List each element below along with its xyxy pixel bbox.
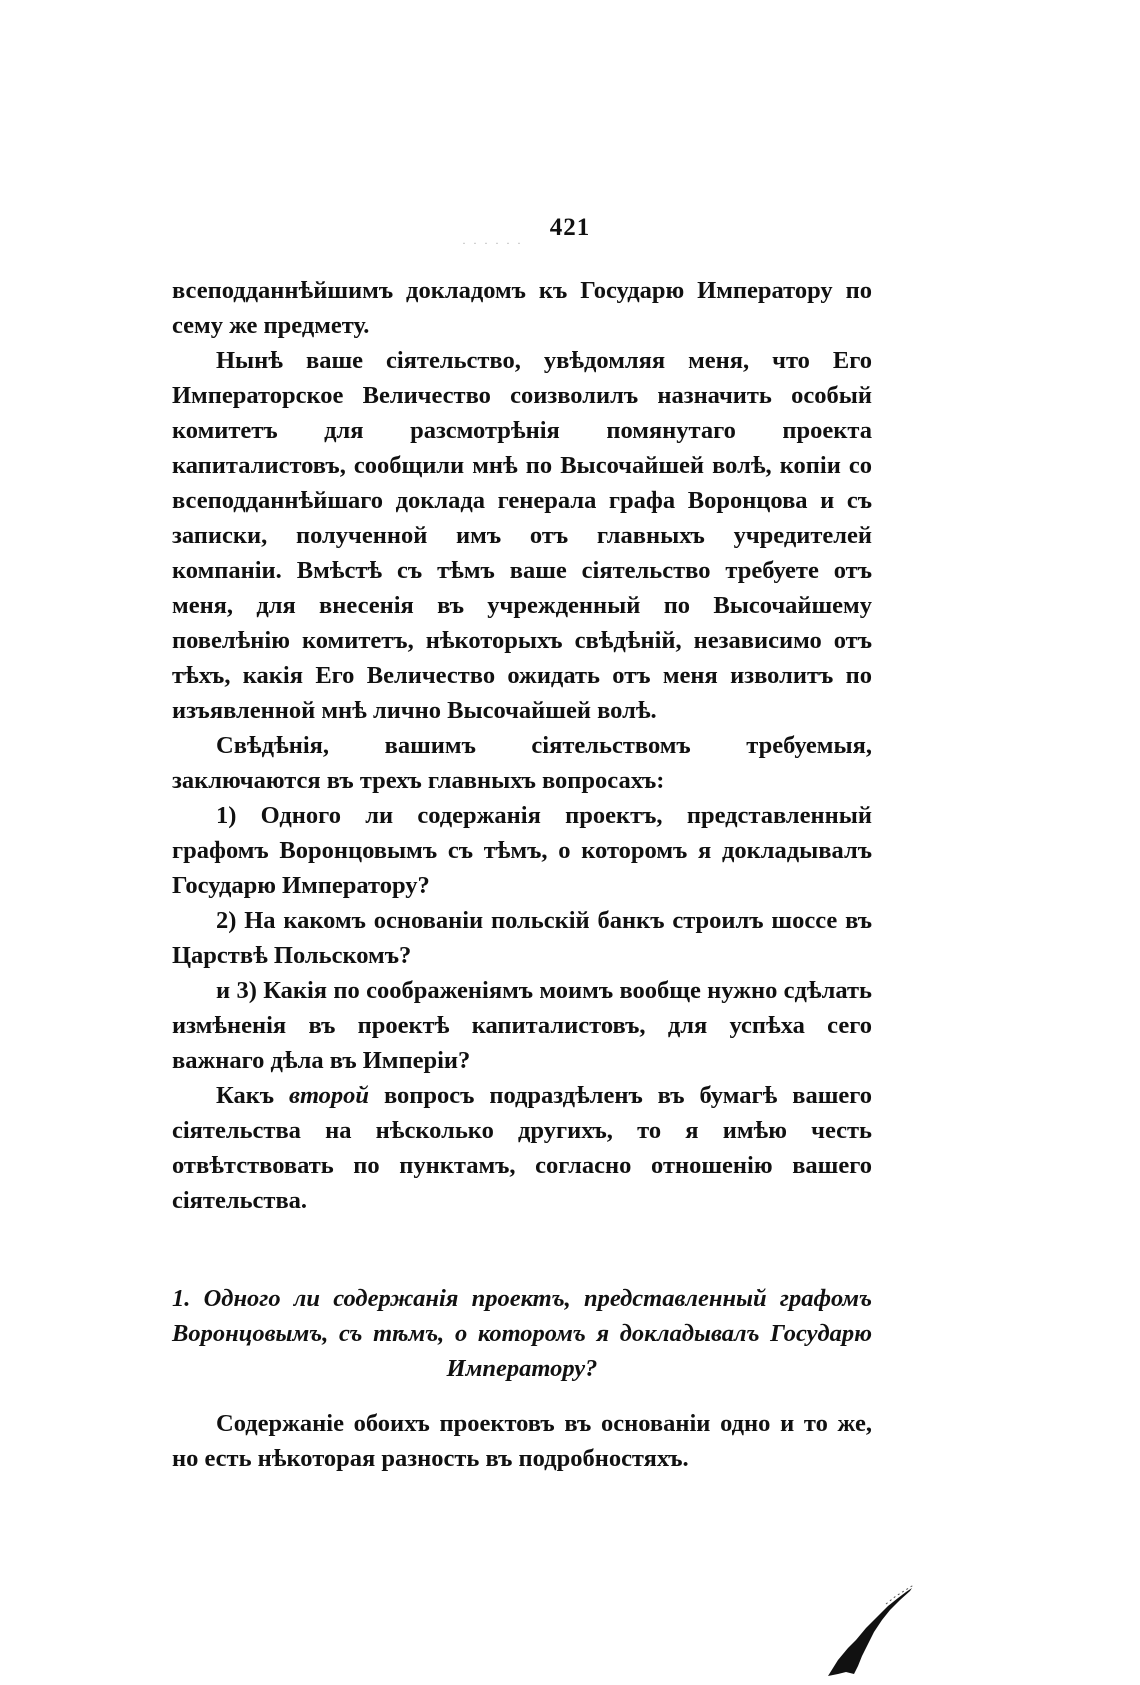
paragraph-notification: Нынѣ ваше сіятельство, увѣдомляя меня, что Его Императорское Величество соизволилъ назначить особый комитетъ для разсмотрѣнія помянутаго проекта капиталистовъ, сообщили мнѣ по Высочайшей волѣ, копіи со всеподданнѣйшаго доклада генерала графа Воронцова и съ записки, полученной имъ отъ главныхъ учредителей компаніи. Вмѣстѣ съ тѣмъ ваше сіятельство требуете отъ меня, для внесенія въ учрежденный по Высочайшему повелѣнію комитетъ, нѣкоторыхъ свѣдѣній, независимо отъ тѣхъ, какія Его Величество ожидать отъ меня изволитъ по изъявленной мнѣ лично Высочайшей волѣ. — [172, 347, 872, 724]
answer-intro-italic: второй — [289, 1082, 370, 1109]
section-heading: 1. Одного ли содержанія проектъ, представленный графомъ Воронцовымъ, съ тѣмъ, о которомъ я докладывалъ Государю Императору? — [172, 1285, 872, 1382]
paragraph-continuation: всеподданнѣйшимъ докладомъ къ Государю Императору по сему же предмету. — [172, 277, 872, 339]
answer-intro-start: Какъ — [216, 1082, 275, 1109]
question-three: и 3) Какія по соображеніямъ моимъ вообще нужно сдѣлать измѣненія въ проектѣ капиталистовъ, для успѣха сего важнаго дѣла въ Имперіи? — [172, 977, 872, 1074]
page-number: 421 — [549, 214, 591, 241]
answer-intro-end: вопросъ подраздѣленъ въ бумагѣ вашего сіятельства на нѣсколько другихъ, то я имѣю честь отвѣтствовать по пунктамъ, согласно отношенію вашего сіятельства. — [172, 1082, 873, 1214]
question-one: 1) Одного ли содержанія проектъ, представленный графомъ Воронцовымъ съ тѣмъ, о которомъ я докладывалъ Государю Императору? — [172, 802, 872, 899]
question-two: 2) На какомъ основаніи польскій банкъ строилъ шоссе въ Царствѣ Польскомъ? — [172, 907, 872, 969]
text-column — [172, 273, 872, 1476]
page-number-specks: · · · · · · — [462, 236, 523, 250]
quill-mark-icon — [826, 1582, 916, 1678]
paragraph-questions-intro: Свѣдѣнія, вашимъ сіятельствомъ требуемыя, заключаются въ трехъ главныхъ вопросахъ: — [172, 732, 872, 794]
paragraph-answer-one: Содержаніе обоихъ проектовъ въ основаніи одно и то же, но есть нѣкоторая разность въ подробностяхъ. — [172, 1410, 872, 1472]
paragraph-answer-intro — [172, 1078, 872, 1218]
